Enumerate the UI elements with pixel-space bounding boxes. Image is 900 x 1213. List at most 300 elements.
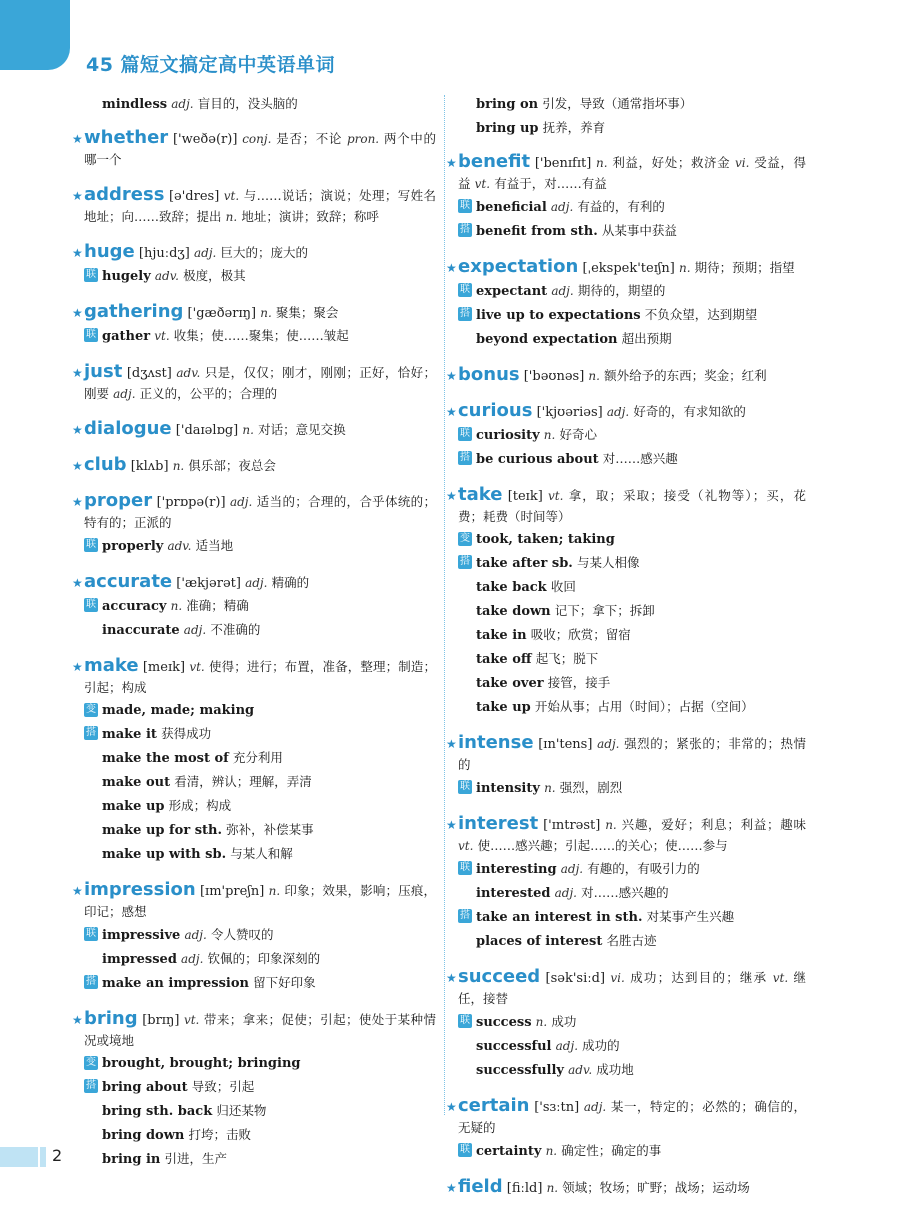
phonetic: [sək'siːd] <box>545 971 606 986</box>
related-line <box>458 327 806 351</box>
definition: 导致；引起 <box>191 1079 255 1094</box>
related-line <box>458 1139 806 1163</box>
related-word: take down <box>476 604 551 619</box>
related-line <box>84 1099 436 1123</box>
related-line <box>84 923 436 947</box>
vocab-entry <box>446 813 806 953</box>
definition: 对……感兴趣 <box>602 451 678 466</box>
part-of-speech: vt. <box>548 489 564 503</box>
phonetic: [ɪm'preʃn] <box>199 884 265 899</box>
phonetic: ['weðə(r)] <box>172 132 238 147</box>
definition: 看清，辨认；理解，弄清 <box>174 774 312 789</box>
entry-headline <box>446 813 806 857</box>
related-word: take in <box>476 628 527 643</box>
definition: 适当的；合理的，合乎体统的；特有的；正派的 <box>84 494 436 530</box>
related-word: intensity <box>476 781 540 796</box>
part-of-speech: n. <box>596 156 608 170</box>
star-icon: ★ <box>72 660 83 674</box>
part-of-speech: n. <box>260 306 272 320</box>
corner-tab-decoration <box>0 0 70 70</box>
related-line <box>458 528 806 551</box>
part-of-speech: n. <box>543 428 556 442</box>
part-of-speech: adj. <box>551 284 574 298</box>
part-of-speech: adj. <box>113 387 136 401</box>
headword: accurate <box>84 571 173 592</box>
definition: 超出预期 <box>621 331 672 346</box>
related-word: bring down <box>102 1128 185 1143</box>
star-icon: ★ <box>446 405 457 419</box>
definition: 两个中的哪一个 <box>84 131 436 167</box>
vocab-entry <box>446 151 807 243</box>
entry-headline <box>72 241 436 264</box>
related-line <box>458 303 806 327</box>
entry-headline <box>72 571 436 594</box>
entry-headline <box>446 151 807 195</box>
phonetic: [teɪk] <box>507 489 543 504</box>
related-line <box>458 279 806 303</box>
part-of-speech: vt. <box>772 971 789 985</box>
phonetic: ['bəʊnəs] <box>523 369 585 384</box>
entry-headline <box>72 418 436 441</box>
definition: 引发，导致（通常指坏事） <box>542 96 693 111</box>
star-icon: ★ <box>446 971 457 985</box>
entry-headline <box>72 454 436 477</box>
definition: 成功地 <box>596 1062 634 1077</box>
definition: 归还某物 <box>216 1103 267 1118</box>
part-of-speech: n. <box>546 1181 559 1195</box>
entry-headline <box>446 364 806 387</box>
related-word: make up for sth. <box>102 823 222 838</box>
tag-bian-icon: 变 <box>460 533 470 544</box>
vocab-entry <box>446 400 806 471</box>
headword: address <box>84 184 165 205</box>
part-of-speech: adv. <box>176 366 201 380</box>
book-title: 45 篇短文搞定高中英语单词 <box>86 54 336 76</box>
phonetic: [hjuːdʒ] <box>138 246 190 261</box>
definition: 确定性；确定的事 <box>561 1143 662 1158</box>
related-line <box>458 599 806 623</box>
vocab-entry <box>72 361 436 405</box>
related-line <box>458 447 806 471</box>
related-line <box>458 647 806 671</box>
part-of-speech: vt. <box>458 839 474 853</box>
related-word: made, made; making <box>102 703 255 718</box>
star-icon: ★ <box>72 189 83 203</box>
related-word: take over <box>476 676 544 691</box>
related-word: beyond expectation <box>476 332 618 347</box>
related-line <box>84 746 436 770</box>
tag-da-icon: 搭 <box>460 910 470 921</box>
vocab-entry <box>458 92 806 140</box>
part-of-speech: n. <box>225 210 238 224</box>
star-icon: ★ <box>446 818 457 832</box>
headword: bonus <box>458 364 520 385</box>
part-of-speech: adj. <box>583 1100 607 1114</box>
related-line <box>84 818 436 842</box>
star-icon: ★ <box>446 156 457 170</box>
star-icon: ★ <box>72 1013 83 1027</box>
related-word: make out <box>102 775 171 790</box>
related-word: take after sb. <box>476 556 573 571</box>
related-line <box>84 264 436 288</box>
related-word: successfully <box>476 1063 564 1078</box>
page-number: 2 <box>52 1146 63 1165</box>
vocab-entry <box>446 732 806 800</box>
entry-headline <box>72 655 436 699</box>
definition: 引进，生产 <box>164 1151 227 1166</box>
definition: 准确；精确 <box>186 598 249 613</box>
vocab-entry <box>72 490 436 558</box>
related-word: inaccurate <box>102 623 180 638</box>
related-line <box>84 770 436 794</box>
footer-bar-decoration <box>0 1147 38 1167</box>
related-line <box>84 324 436 348</box>
star-icon: ★ <box>446 1100 457 1114</box>
part-of-speech: adv. <box>154 269 179 283</box>
phonetic: [fiːld] <box>506 1181 543 1196</box>
phonetic: ['ækjərət] <box>176 576 241 591</box>
phonetic: [brɪŋ] <box>142 1013 180 1028</box>
related-word: impressed <box>102 952 177 967</box>
vocab-entry <box>72 241 436 288</box>
part-of-speech: vt. <box>223 189 240 203</box>
definition: 不负众望，达到期望 <box>644 307 758 322</box>
vocab-entry <box>72 1008 436 1171</box>
headword: impression <box>84 879 196 900</box>
related-line <box>458 929 806 953</box>
definition: 收回 <box>550 579 576 594</box>
related-word: successful <box>476 1039 552 1054</box>
headword: intense <box>458 732 534 753</box>
vocab-entry <box>72 184 437 228</box>
tag-da-icon: 搭 <box>460 308 470 319</box>
definition: 抚养，养育 <box>542 120 606 135</box>
related-line <box>458 575 806 599</box>
definition: 是否；不论 <box>276 131 343 146</box>
related-word: impressive <box>102 928 181 943</box>
phonetic: [ɪn'tens] <box>538 737 593 752</box>
related-line <box>84 971 436 995</box>
definition: 打垮；击败 <box>188 1127 252 1142</box>
definition: 名胜古迹 <box>606 933 657 948</box>
definition: 拿，取；采取；接受（礼物等）；买，花费；耗费（时间等） <box>458 488 806 524</box>
definition: 巨大的；庞大的 <box>220 245 309 260</box>
part-of-speech: adj. <box>184 928 207 942</box>
definition: 与某人和解 <box>230 846 293 861</box>
phonetic: ['prɒpə(r)] <box>156 495 226 510</box>
phonetic: ['kjʊəriəs] <box>536 405 603 420</box>
definition: 使得；进行；布置，准备，整理；制造；引起；构成 <box>84 659 436 695</box>
part-of-speech: adj. <box>171 97 194 111</box>
definition: 额外给予的东西；奖金；红利 <box>604 368 767 383</box>
tag-lian-icon: 联 <box>86 329 96 340</box>
definition: 适当地 <box>195 538 234 553</box>
star-icon: ★ <box>72 366 83 380</box>
related-word: take up <box>476 700 531 715</box>
tag-lian-icon: 联 <box>460 1144 470 1155</box>
right-column <box>446 92 807 1213</box>
related-word: bring in <box>102 1152 161 1167</box>
part-of-speech: vi. <box>610 971 625 985</box>
headword: benefit <box>458 151 531 172</box>
related-line <box>458 116 806 140</box>
related-line <box>458 423 806 447</box>
headword: certain <box>458 1095 530 1116</box>
phonetic: ['sɜːtn] <box>534 1100 580 1115</box>
part-of-speech: adj. <box>229 495 253 509</box>
part-of-speech: n. <box>544 781 556 795</box>
related-line <box>458 219 806 243</box>
tag-lian-icon: 联 <box>86 539 96 550</box>
headword: take <box>458 484 503 505</box>
part-of-speech: n. <box>678 261 691 275</box>
phonetic: ['ɪntrəst] <box>543 818 601 833</box>
part-of-speech: adv. <box>167 539 192 553</box>
related-word: mindless <box>102 97 168 112</box>
star-icon: ★ <box>446 369 457 383</box>
entry-headline <box>72 1008 436 1052</box>
star-icon: ★ <box>446 489 457 503</box>
definition: 某一，特定的；必然的；确信的，无疑的 <box>458 1099 807 1135</box>
phonetic: [ə'dres] <box>168 189 220 204</box>
related-word: make the most of <box>102 751 229 766</box>
tag-lian-icon: 联 <box>460 1015 470 1026</box>
left-column <box>72 92 437 1185</box>
phonetic: [meɪk] <box>142 660 186 675</box>
tag-lian-icon: 联 <box>460 284 470 295</box>
definition: 与某人相像 <box>576 555 640 570</box>
headword: whether <box>84 127 169 148</box>
definition: 成功 <box>551 1014 577 1029</box>
vocab-entry <box>72 301 436 348</box>
phonetic: ['gæðərɪŋ] <box>187 306 257 321</box>
part-of-speech: n. <box>170 599 183 613</box>
entry-headline <box>72 184 437 228</box>
related-word: gather <box>102 329 151 344</box>
definition: 形成；构成 <box>168 798 232 813</box>
related-word: take back <box>476 580 547 595</box>
tag-lian-icon: 联 <box>460 200 470 211</box>
definition: 留下好印象 <box>253 975 316 990</box>
vocab-entry <box>72 655 436 866</box>
related-word: expectant <box>476 284 548 299</box>
star-icon: ★ <box>72 132 83 146</box>
related-word: hugely <box>102 269 151 284</box>
definition: 收集；使……聚集；使……皱起 <box>173 328 349 343</box>
part-of-speech: n. <box>535 1015 548 1029</box>
part-of-speech: adj. <box>606 405 630 419</box>
part-of-speech: pron. <box>346 132 380 146</box>
related-word: make up <box>102 799 165 814</box>
star-icon: ★ <box>72 306 83 320</box>
definition: 好奇心 <box>559 427 597 442</box>
definition: 精确的 <box>271 575 310 590</box>
definition: 令人赞叹的 <box>210 927 274 942</box>
related-word: be curious about <box>476 452 599 467</box>
vocab-entry <box>446 364 806 387</box>
part-of-speech: vi. <box>735 156 750 170</box>
definition: 领域；牧场；旷野；战场；运动场 <box>562 1180 750 1195</box>
headword: make <box>84 655 139 676</box>
part-of-speech: n. <box>172 459 185 473</box>
tag-bian-icon: 变 <box>86 704 96 715</box>
phonetic: [ˌekspek'teɪʃn] <box>582 261 675 276</box>
tag-lian-icon: 联 <box>86 928 96 939</box>
related-line <box>458 195 806 219</box>
star-icon: ★ <box>72 576 83 590</box>
phonetic: ['benɪfɪt] <box>534 156 592 171</box>
definition: 带来；拿来；促使；引起；使处于某种情况或境地 <box>84 1012 436 1048</box>
definition: 期待的，期望的 <box>577 283 666 298</box>
definition: 地址；演讲；致辞；称呼 <box>241 209 379 224</box>
part-of-speech: adj. <box>597 737 620 751</box>
vocab-entry <box>72 879 436 995</box>
definition: 使……感兴趣；引起……的关心；使……参与 <box>477 838 728 853</box>
definition: 有趣的，有吸引力的 <box>587 861 700 876</box>
related-word: take an interest in sth. <box>476 910 643 925</box>
definition: 吸收；欣赏；留宿 <box>530 627 631 642</box>
related-line <box>458 695 806 719</box>
related-word: live up to expectations <box>476 308 641 323</box>
column-divider <box>444 95 445 1115</box>
definition: 印象；效果，影响；压痕，印记；感想 <box>84 883 436 919</box>
part-of-speech: vt. <box>154 329 170 343</box>
related-word: interested <box>476 886 551 901</box>
tag-lian-icon: 联 <box>460 781 470 792</box>
related-word: make an impression <box>102 976 249 991</box>
star-icon: ★ <box>72 459 83 473</box>
definition: 成功的 <box>582 1038 620 1053</box>
part-of-speech: vt. <box>183 1013 200 1027</box>
definition: 对某事产生兴趣 <box>646 909 735 924</box>
tag-bian-icon: 变 <box>86 1057 96 1068</box>
star-icon: ★ <box>72 246 83 260</box>
part-of-speech: adj. <box>554 886 577 900</box>
definition: 好奇的，有求知欲的 <box>633 404 746 419</box>
related-word: curiosity <box>476 428 540 443</box>
part-of-speech: n. <box>242 423 254 437</box>
headword: gathering <box>84 301 184 322</box>
entry-headline <box>446 1176 806 1199</box>
related-line <box>458 1010 806 1034</box>
definition: 起飞；脱下 <box>535 651 599 666</box>
related-word: bring about <box>102 1080 188 1095</box>
definition: 成功；达到目的；继承 <box>630 970 768 985</box>
part-of-speech: adj. <box>245 576 268 590</box>
tag-da-icon: 搭 <box>86 976 96 987</box>
headword: succeed <box>458 966 541 987</box>
headword: huge <box>84 241 135 262</box>
related-word: bring on <box>476 97 539 112</box>
related-word: beneficial <box>476 200 547 215</box>
related-word: benefit from sth. <box>476 224 598 239</box>
definition: 弥补，补偿某事 <box>226 822 314 837</box>
part-of-speech: conj. <box>242 132 272 146</box>
vocab-entry <box>446 1176 806 1199</box>
entry-headline <box>446 966 807 1010</box>
related-line <box>84 534 436 558</box>
definition: 盲目的，没头脑的 <box>197 96 298 111</box>
definition: 获得成功 <box>161 726 212 741</box>
related-line <box>84 1075 436 1099</box>
entry-headline <box>446 256 806 279</box>
definition: 受益，得益 <box>458 155 807 191</box>
related-word: properly <box>102 539 164 554</box>
phonetic: [dʒʌst] <box>126 366 172 381</box>
headword: proper <box>84 490 153 511</box>
definition: 有益于，对……有益 <box>494 176 607 191</box>
related-word: success <box>476 1015 532 1030</box>
related-line <box>84 1123 436 1147</box>
definition: 开始从事；占用（时间）；占据（空间） <box>534 699 754 714</box>
entry-headline <box>446 484 806 528</box>
entry-headline <box>446 1095 807 1139</box>
related-line <box>458 881 806 905</box>
definition: 聚集；聚会 <box>275 305 339 320</box>
definition: 记下；拿下；拆卸 <box>554 603 655 618</box>
tag-lian-icon: 联 <box>460 428 470 439</box>
definition: 强烈的；紧张的；非常的；热情的 <box>458 736 806 772</box>
definition: 极度，极其 <box>183 268 246 283</box>
headword: just <box>84 361 123 382</box>
part-of-speech: vt. <box>474 177 491 191</box>
related-word: took, taken; taking <box>476 532 615 547</box>
related-line <box>84 594 436 618</box>
related-word: places of interest <box>476 934 603 949</box>
related-word: certainty <box>476 1144 542 1159</box>
headword: club <box>84 454 127 475</box>
entry-headline <box>446 400 806 423</box>
tag-da-icon: 搭 <box>460 556 470 567</box>
headword: field <box>458 1176 503 1197</box>
entry-headline <box>446 732 806 776</box>
vocab-entry <box>446 484 806 719</box>
related-line <box>458 92 806 116</box>
entry-headline <box>72 490 436 534</box>
part-of-speech: adj. <box>181 952 204 966</box>
headword: curious <box>458 400 533 421</box>
related-line <box>458 551 806 575</box>
part-of-speech: adj. <box>550 200 574 214</box>
related-word: make it <box>102 727 157 742</box>
definition: 有益的，有利的 <box>577 199 665 214</box>
vocab-entry <box>446 256 806 351</box>
entry-headline <box>72 301 436 324</box>
star-icon: ★ <box>72 884 83 898</box>
vocab-entry <box>72 454 436 477</box>
vocab-entry <box>72 127 436 171</box>
phonetic: ['daɪəlɒg] <box>175 423 239 438</box>
definition: 从某事中获益 <box>601 223 677 238</box>
entry-headline <box>72 361 436 405</box>
definition: 利益，好处；救济金 <box>612 155 731 170</box>
related-word: bring up <box>476 121 539 136</box>
definition: 钦佩的；印象深刻的 <box>207 951 321 966</box>
related-line <box>84 699 436 722</box>
part-of-speech: n. <box>545 1144 558 1158</box>
headword: bring <box>84 1008 138 1029</box>
related-line <box>458 857 806 881</box>
related-line <box>458 1034 806 1058</box>
related-word: make up with sb. <box>102 847 227 862</box>
star-icon: ★ <box>72 495 83 509</box>
definition: 对……感兴趣的 <box>581 885 669 900</box>
star-icon: ★ <box>72 423 83 437</box>
tag-lian-icon: 联 <box>86 269 96 280</box>
related-line <box>458 1058 806 1082</box>
related-word: accuracy <box>102 599 167 614</box>
definition: 只是，仅仅；刚才，刚刚；正好，恰好；刚要 <box>84 365 436 401</box>
